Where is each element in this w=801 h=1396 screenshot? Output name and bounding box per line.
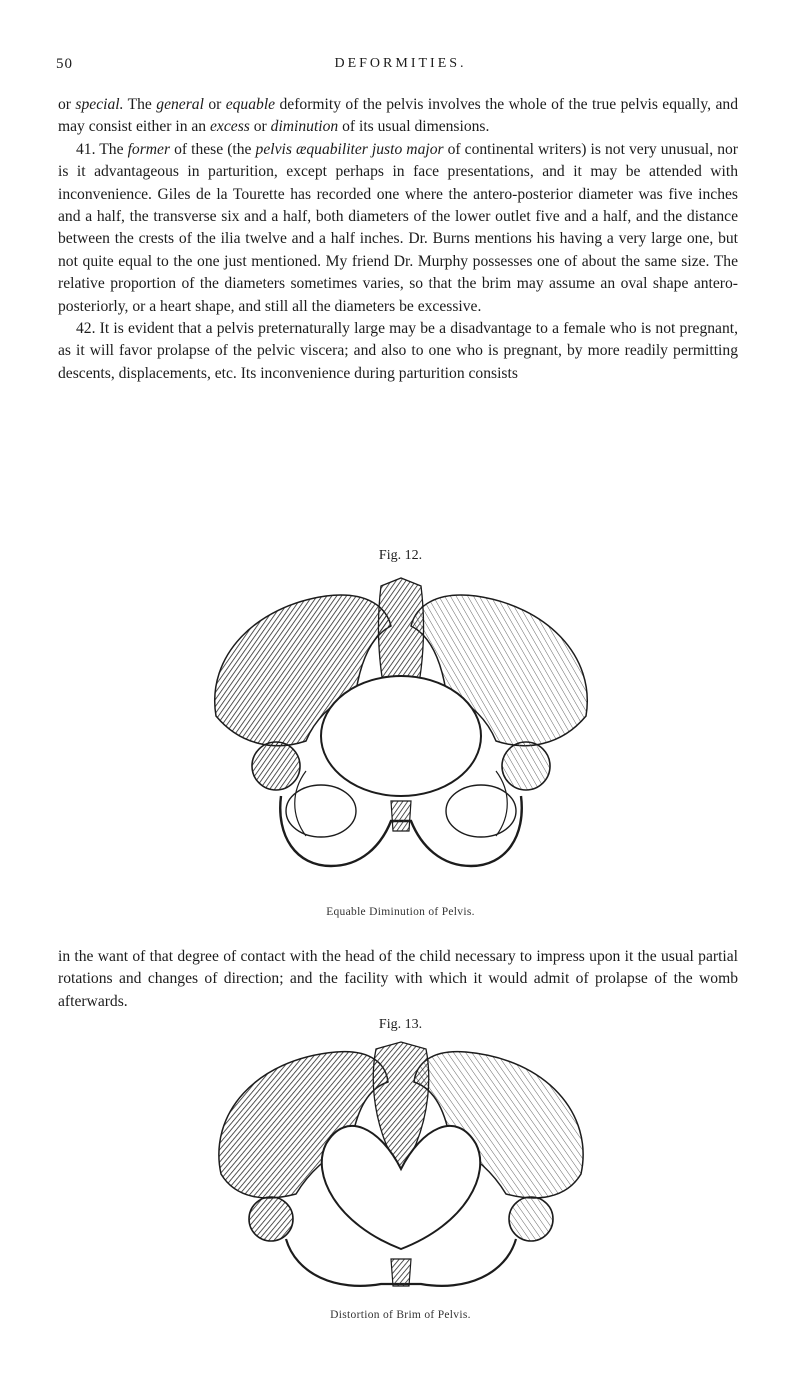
italic-term: former: [127, 140, 171, 158]
italic-term: diminution: [270, 118, 339, 136]
text-segment: or: [58, 96, 76, 113]
body-text-top: [58, 94, 738, 385]
body-text-bottom: [58, 946, 738, 1013]
text-segment: or: [249, 118, 271, 136]
paragraph-continuation: [58, 946, 738, 1013]
figure-12-label: Fig. 12.: [378, 548, 423, 563]
pelvis-illustration-fig12: [196, 566, 606, 886]
figure-12-caption: Equable Diminution of Pelvis.: [326, 906, 475, 918]
figure-13-label: Fig. 13.: [378, 1017, 423, 1032]
text-segment: or: [203, 96, 226, 113]
text-segment: 42. It is evident that a pelvis preternaturally large may be a disadvantage to a female who is not pregnant, as it will favor prolapse of the pelvic viscera; and also to one who is pregnant, by more readily permitting descents, displacements, etc. Its inconvenience during parturition consists: [58, 320, 738, 382]
text-segment: deformity of the pelvis involves the whole of the true pelvis equally, and may consist either in an: [58, 96, 738, 136]
page-number: 50: [56, 56, 73, 72]
text-segment: The: [123, 96, 157, 113]
italic-term: special.: [75, 96, 124, 113]
italic-term: excess: [210, 118, 250, 136]
italic-term: general: [156, 96, 204, 113]
text-segment: of these (the: [170, 140, 256, 158]
paragraph-42: [58, 318, 738, 385]
paragraph-intro: [58, 94, 738, 139]
text-segment: in the want of that degree of contact with the head of the child necessary to impress upon it the usual partial rotations and changes of direction; and the facility with which it would admit of prolapse of the womb afterwards.: [58, 948, 738, 1010]
text-segment: of its usual dimensions.: [338, 118, 490, 136]
figure-13-caption: Distortion of Brim of Pelvis.: [330, 1309, 471, 1321]
pelvis-illustration-fig13: [196, 1034, 606, 1299]
running-title: DEFORMITIES.: [334, 56, 467, 71]
italic-term: pelvis æquabiliter justo major: [255, 140, 444, 158]
italic-term: equable: [225, 96, 276, 113]
text-segment: 41. The: [76, 140, 128, 158]
paragraph-41: [58, 139, 738, 318]
text-segment: of continental writers) is not very unusual, nor is it advantageous in parturition, except perhaps in face presentations, and it may be attended with inconvenience. Giles de la Tourette has recorded one where the antero-posterior diameter was five inches and a half, the transverse six and a half, both diameters of the lower outlet five and a half, and the distance between the crests of the ilia twelve and a half inches. Dr. Burns mentions his having a very large one, but not quite equal to the one just mentioned. My friend Dr. Murphy possesses one of about the same size. The relative proportion of the diameters sometimes varies, so that the brim may assume an oval shape antero-posteriorly, or a heart shape, and still all the diameters be excessive.: [58, 140, 738, 315]
